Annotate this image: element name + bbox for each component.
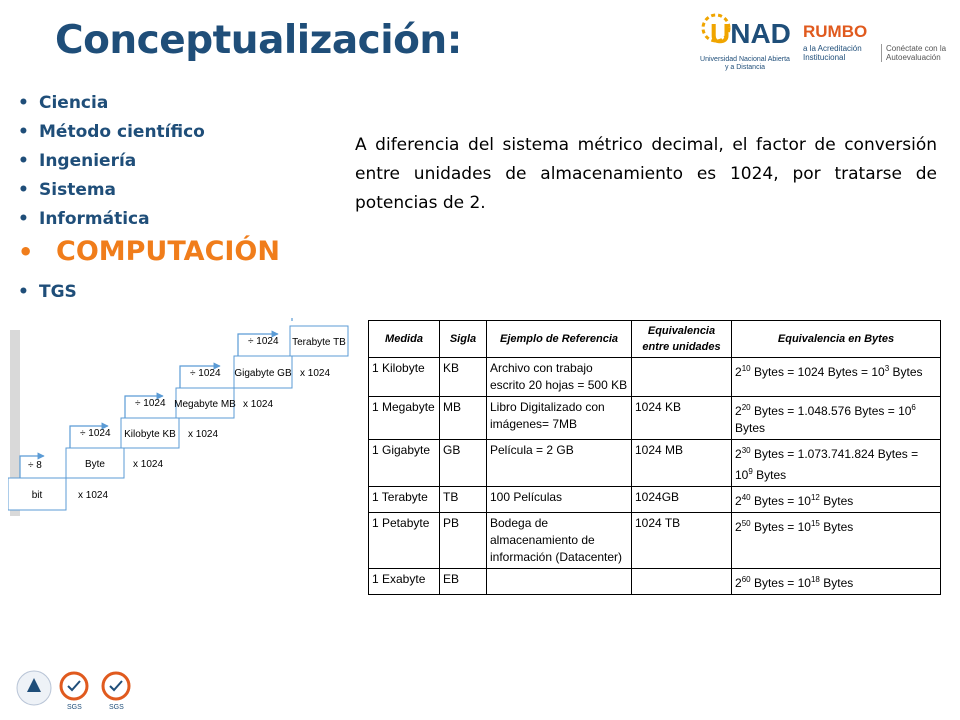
- unad-subtitle: Universidad Nacional Abierta y a Distancia: [700, 56, 790, 71]
- col-header: Equivalencia entre unidades: [632, 321, 732, 358]
- description-paragraph: A diferencia del sistema métrico decimal, el factor de conversión entre unidades de almacenamiento es 1024, por tratarse de potencias de 2.: [355, 135, 937, 213]
- list-item: • TGS: [18, 281, 280, 310]
- table-row: [369, 569, 941, 595]
- multiply-label: x 1024: [133, 459, 164, 470]
- unit-conversion-diagram: [8, 316, 360, 520]
- cell-sigla: TB: [440, 487, 487, 513]
- cell-ejemplo: Archivo con trabajo escrito 20 hojas = 500 KB: [487, 358, 632, 397]
- concept-list: [18, 92, 280, 310]
- rumbo-subtitle: a la Acreditación Institucional: [803, 44, 862, 62]
- step-label: Kilobyte KB: [124, 429, 176, 440]
- cell-equivalencia: 1024GB: [632, 487, 732, 513]
- table-row: [369, 358, 941, 397]
- table-row: [369, 397, 941, 440]
- divide-label: ÷ 1024: [190, 368, 221, 379]
- list-item: • Método científico: [18, 121, 280, 150]
- cell-medida: 1 Exabyte: [369, 569, 440, 595]
- sgs-label: SGS: [109, 704, 124, 711]
- cell-medida: 1 Gigabyte: [369, 440, 440, 487]
- cell-medida: 1 Petabyte: [369, 513, 440, 569]
- list-item: • Informática: [18, 208, 280, 237]
- cell-bytes: $2^{10}$ Bytes = 1024 Bytes = $10^3$ Bytes: [732, 358, 941, 397]
- cell-bytes: $2^{30}$ Bytes = 1.073.741.824 Bytes = $10^9$ Bytes: [732, 440, 941, 487]
- cell-medida: 1 Megabyte: [369, 397, 440, 440]
- cell-ejemplo: Bodega de almacenamiento de información (Datacenter): [487, 513, 632, 569]
- multiply-label: x 1024: [243, 399, 274, 410]
- cell-ejemplo: Película = 2 GB: [487, 440, 632, 487]
- cell-sigla: GB: [440, 440, 487, 487]
- rumbo-title: RUMBO: [803, 22, 868, 41]
- col-header: Sigla: [440, 321, 487, 358]
- divide-label: ÷ 1024: [248, 336, 279, 347]
- cell-equivalencia: [632, 569, 732, 595]
- cell-ejemplo: Libro Digitalizado con imágenes= 7MB: [487, 397, 632, 440]
- multiply-label: x 1024: [300, 368, 331, 379]
- cell-bytes: $2^{60}$ Bytes = $10^{18}$ Bytes: [732, 569, 941, 595]
- table-row: [369, 440, 941, 487]
- cell-sigla: PB: [440, 513, 487, 569]
- stairs-svg: [8, 316, 360, 516]
- step-label: Terabyte TB: [292, 337, 346, 348]
- cell-sigla: MB: [440, 397, 487, 440]
- page-title: Conceptualización:: [55, 18, 462, 63]
- footer-logos: [14, 668, 139, 712]
- list-item-highlight: • COMPUTACIÓN: [18, 237, 280, 281]
- cell-ejemplo: 100 Películas: [487, 487, 632, 513]
- table-row: [369, 487, 941, 513]
- footer-logos-svg: [14, 668, 139, 712]
- cell-ejemplo: [487, 569, 632, 595]
- divide-label: ÷ 8: [28, 460, 42, 471]
- step-label: Byte: [84, 459, 106, 470]
- step-label: Gigabyte GB: [234, 368, 292, 379]
- cell-equivalencia: [632, 358, 732, 397]
- multiply-label: x 1024: [78, 490, 109, 501]
- step-label: Megabyte MB: [174, 399, 236, 410]
- cell-bytes: $2^{40}$ Bytes = $10^{12}$ Bytes: [732, 487, 941, 513]
- cell-equivalencia: 1024 TB: [632, 513, 732, 569]
- unad-logo: [700, 10, 790, 80]
- table-header-row: [369, 321, 941, 358]
- list-item: • Ingeniería: [18, 150, 280, 179]
- list-item: • Sistema: [18, 179, 280, 208]
- certification-icon: [61, 673, 87, 699]
- rumbo-logo: [803, 22, 953, 72]
- step-label: bit: [31, 490, 43, 501]
- divide-label: ÷ 1024: [135, 398, 166, 409]
- cell-bytes: $2^{50}$ Bytes = $10^{15}$ Bytes: [732, 513, 941, 569]
- sgs-label: SGS: [67, 704, 82, 711]
- divide-label: ÷ 1024: [80, 428, 111, 439]
- rumbo-tagline: Conéctate con la Autoevaluación: [881, 44, 958, 62]
- cell-sigla: EB: [440, 569, 487, 595]
- cell-equivalencia: 1024 KB: [632, 397, 732, 440]
- multiply-label: x 1024: [188, 429, 219, 440]
- storage-units-table: [368, 320, 941, 595]
- col-header: Medida: [369, 321, 440, 358]
- cell-bytes: $2^{20}$ Bytes = 1.048.576 Bytes = $10^6$ Bytes: [732, 397, 941, 440]
- cell-medida: 1 Terabyte: [369, 487, 440, 513]
- certification-icon: [103, 673, 129, 699]
- col-header: Ejemplo de Referencia: [487, 321, 632, 358]
- list-item: • Ciencia: [18, 92, 280, 121]
- cell-medida: 1 Kilobyte: [369, 358, 440, 397]
- cell-equivalencia: 1024 MB: [632, 440, 732, 487]
- table-row: [369, 513, 941, 569]
- unad-name: UNAD: [710, 18, 791, 49]
- col-header: Equivalencia en Bytes: [732, 321, 941, 358]
- cell-sigla: KB: [440, 358, 487, 397]
